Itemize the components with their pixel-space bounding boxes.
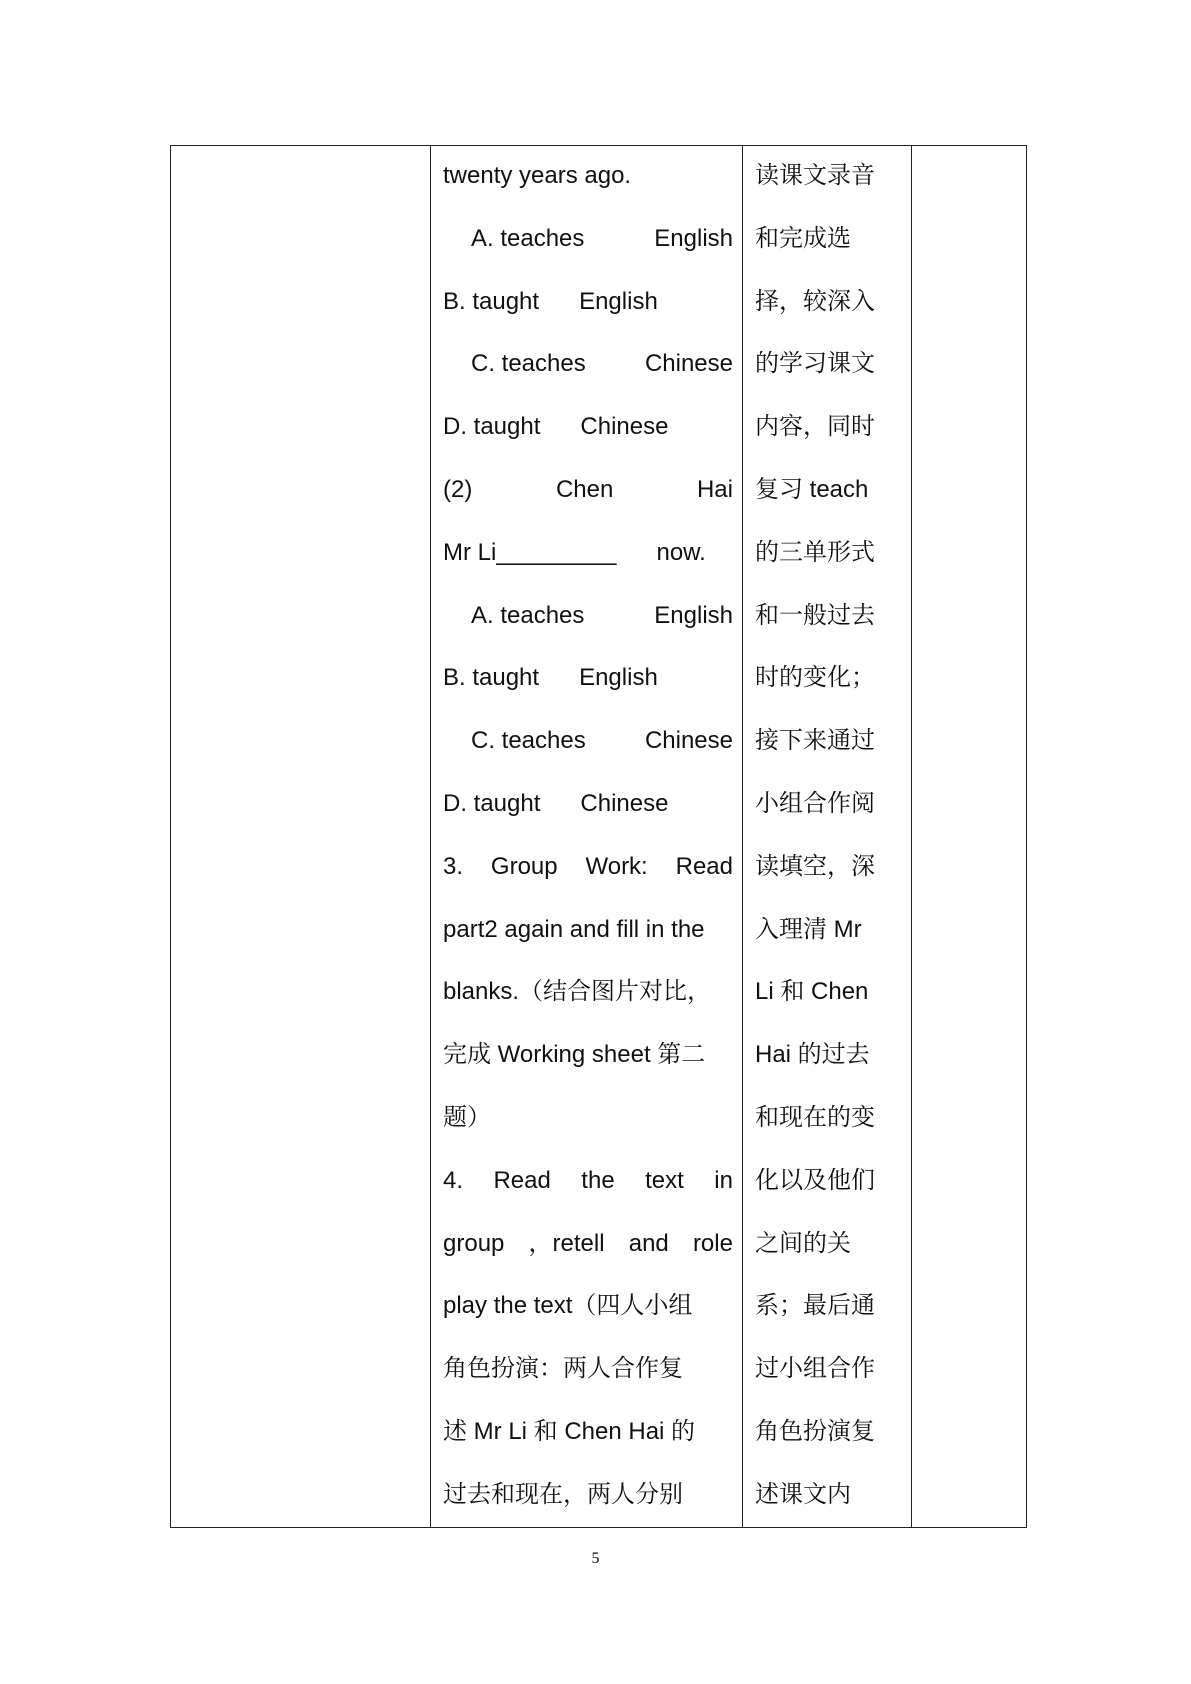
activity-text: twenty years ago. <box>443 162 632 189</box>
activity-text: B. taught <box>443 287 540 315</box>
activity-text: Chinese <box>644 727 733 755</box>
activity-text: 角色扮演：两人合作复 <box>443 1355 683 1383</box>
activity-line <box>443 789 733 852</box>
activity-text: English <box>579 287 658 315</box>
column-divider <box>911 146 912 1527</box>
activity-line <box>443 349 733 412</box>
activity-line <box>443 663 733 726</box>
activity-text: Chinese <box>580 413 669 441</box>
activity-line <box>443 915 733 978</box>
activity-line <box>443 475 733 538</box>
activity-text: group <box>443 1229 505 1257</box>
activity-text: English <box>654 601 733 629</box>
activity-text: Chinese <box>644 350 733 378</box>
activity-text: Read <box>493 1166 551 1194</box>
activity-text: Chinese <box>580 789 669 817</box>
activity-text: 述 Mr Li 和 Chen Hai 的 <box>443 1417 696 1445</box>
activity-line <box>443 726 733 789</box>
activity-text: role <box>692 1229 733 1257</box>
activity-line <box>443 1291 733 1354</box>
activity-line <box>443 1229 733 1292</box>
purpose-line: 小组合作阅 <box>755 789 875 817</box>
activity-text: B. taught <box>443 664 540 692</box>
activity-text: 过去和现在，两人分别 <box>443 1480 683 1508</box>
activity-text: Group <box>490 852 558 880</box>
activity-line <box>443 287 733 350</box>
purpose-line: 时的变化； <box>755 664 875 692</box>
purpose-line: 和完成选 <box>755 224 851 252</box>
activity-text: A. teaches <box>471 224 585 252</box>
purpose-line: Hai 的过去 <box>755 1041 870 1069</box>
activity-line <box>443 224 733 287</box>
purpose-line: 和现在的变 <box>755 1103 875 1131</box>
activity-text: 完成 Working sheet 第二 <box>443 1041 706 1069</box>
activity-text: Work: <box>585 852 648 880</box>
activity-line <box>443 601 733 664</box>
activity-text: Read <box>675 852 733 880</box>
purpose-line: Li 和 Chen <box>755 978 869 1006</box>
activity-text: Hai <box>696 475 733 503</box>
activity-line <box>443 1354 733 1417</box>
column-divider <box>430 146 431 1527</box>
activity-text: blanks.（结合图片对比， <box>443 978 712 1006</box>
activity-text: D. taught <box>443 413 541 441</box>
activity-text: now. <box>656 538 706 566</box>
activity-text: (2) <box>443 475 473 503</box>
purpose-column <box>755 161 905 1543</box>
activity-text: Chen <box>555 475 614 503</box>
activity-text: in <box>714 1166 733 1194</box>
activity-line <box>443 852 733 915</box>
activity-text: C. teaches <box>471 350 586 378</box>
purpose-line: 入理清 Mr <box>755 915 862 943</box>
column-divider <box>742 146 743 1527</box>
purpose-line: 读填空，深 <box>755 852 875 880</box>
activity-text: ，retell <box>528 1229 605 1257</box>
purpose-line: 接下来通过 <box>755 727 875 755</box>
purpose-line: 择，较深入 <box>755 287 875 315</box>
lesson-table <box>170 145 1027 1528</box>
activity-line <box>443 1166 733 1229</box>
activity-line <box>443 1480 733 1543</box>
activity-text: play the text（四人小组 <box>443 1292 693 1320</box>
purpose-line: 的学习课文 <box>755 350 875 378</box>
purpose-line: 和一般过去 <box>755 601 875 629</box>
activity-text: D. taught <box>443 789 541 817</box>
activity-text: English <box>654 224 733 252</box>
activity-line <box>443 538 733 601</box>
activity-text: English <box>579 664 658 692</box>
activity-text: 3. <box>443 852 464 880</box>
activity-text: A. teaches <box>471 601 585 629</box>
purpose-line: 读课文录音 <box>755 162 875 189</box>
purpose-line: 的三单形式 <box>755 538 875 566</box>
purpose-line: 内容，同时 <box>755 413 875 441</box>
purpose-line: 复习 teach <box>755 475 869 503</box>
purpose-line: 化以及他们 <box>755 1166 875 1194</box>
activity-line <box>443 1417 733 1480</box>
purpose-line: 述课文内 <box>755 1480 851 1508</box>
purpose-line: 系；最后通 <box>755 1292 875 1320</box>
activity-line <box>443 161 733 224</box>
activity-text: 4. <box>443 1166 464 1194</box>
activity-text: text <box>645 1166 684 1194</box>
activity-text: C. teaches <box>471 727 586 755</box>
activity-text: 题） <box>443 1103 491 1131</box>
purpose-line: 之间的关 <box>755 1229 851 1257</box>
activity-line <box>443 412 733 475</box>
purpose-line: 角色扮演复 <box>755 1417 875 1445</box>
activity-text: and <box>628 1229 669 1257</box>
purpose-line: 过小组合作 <box>755 1355 875 1383</box>
activity-text: Mr Li_________ <box>443 538 617 566</box>
page-number: 5 <box>591 1550 600 1567</box>
activity-column <box>443 161 733 1543</box>
activity-text: part2 again and fill in the <box>443 915 705 943</box>
activity-line <box>443 1103 733 1166</box>
activity-line <box>443 1040 733 1103</box>
activity-text: the <box>581 1166 615 1194</box>
activity-line <box>443 977 733 1040</box>
